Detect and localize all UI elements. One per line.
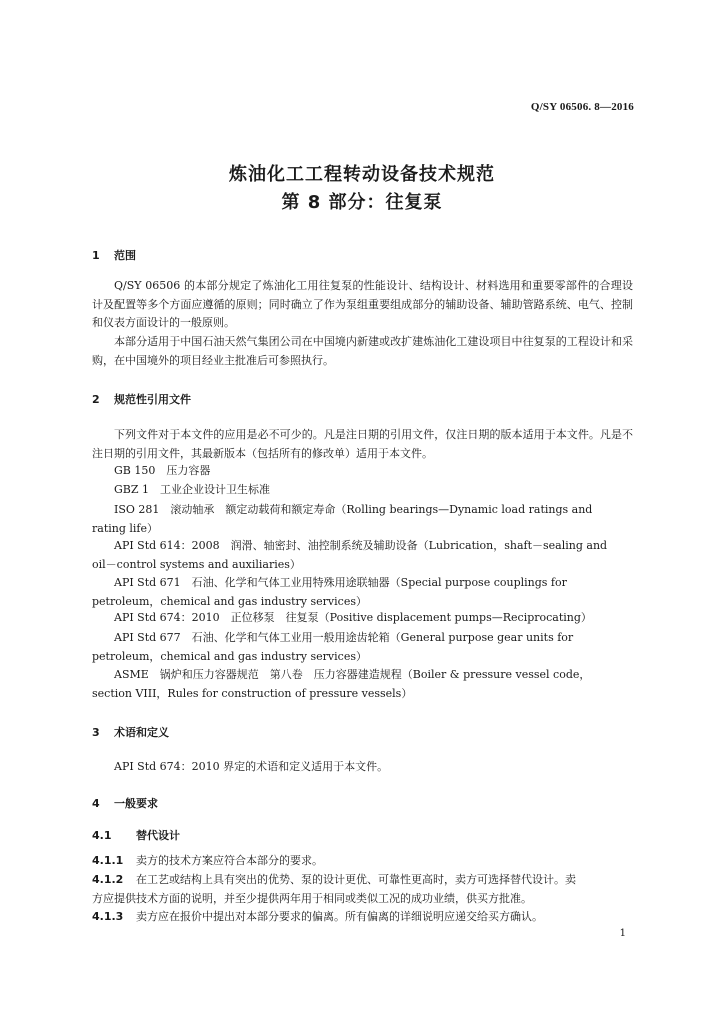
clause-text-continued: 方应提供技术方面的说明，并至少提供两年用于相同或类似工况的成功业绩，供买方批准。 xyxy=(92,891,532,905)
section-title: 一般要求 xyxy=(114,797,158,810)
clause-text: 卖方应在报价中提出对本部分要求的偏离。所有偏离的详细说明应递交给买方确认。 xyxy=(136,910,543,923)
clause-4-1-2 xyxy=(92,871,633,908)
section-title: 术语和定义 xyxy=(114,726,169,739)
reference-item: GB 150 压力容器 xyxy=(114,464,211,477)
reference-item xyxy=(92,665,633,703)
reference-line-continued: rating life） xyxy=(92,522,158,535)
subsection-title: 替代设计 xyxy=(136,829,180,842)
clause-4-1-1 xyxy=(92,852,633,871)
clause-number: 4.1.2 xyxy=(92,873,124,886)
reference-line-continued: section VIII，Rules for construction of pressure vessels） xyxy=(92,687,413,700)
subsection-number: 4.1 xyxy=(92,829,112,842)
subsection-4-1-heading xyxy=(92,827,180,843)
reference-line: API Std 671 石油、化学和气体工业用特殊用途联轴器（Special purpose couplings for xyxy=(114,576,567,589)
scope-paragraph-2: 本部分适用于中国石油天然气集团公司在中国境内新建或改扩建炼油化工建设项目中往复泵的工程设计和采购，在中国境外的项目经业主批准后可参照执行。 xyxy=(92,335,633,367)
reference-item: GBZ 1 工业企业设计卫生标准 xyxy=(114,483,271,496)
standard-number: Q/SY 06506. 8—2016 xyxy=(530,101,634,113)
reference-line-continued: oil－control systems and auxiliaries） xyxy=(92,558,301,571)
reference-line: API Std 677 石油、化学和气体工业用一般用途齿轮箱（General purpose gear units for xyxy=(114,631,574,644)
section-number: 3 xyxy=(92,726,100,739)
clause-4-1-3 xyxy=(92,908,633,927)
clause-text: 卖方的技术方案应符合本部分的要求。 xyxy=(136,854,323,867)
reference-item xyxy=(92,573,633,611)
section-number: 1 xyxy=(92,249,100,262)
normative-intro: 下列文件对于本文件的应用是必不可少的。凡是注日期的引用文件，仅注日期的版本适用于本文件。凡是不注日期的引用文件，其最新版本（包括所有的修改单）适用于本文件。 xyxy=(92,428,633,460)
section-title: 规范性引用文件 xyxy=(114,393,191,406)
section-4-heading xyxy=(92,795,158,811)
document-title: 炼油化工工程转动设备技术规范 xyxy=(229,164,495,185)
section-3-heading xyxy=(92,724,169,740)
reference-item xyxy=(92,500,633,538)
clause-text: 在工艺或结构上具有突出的优势、泵的设计更优、可靠性更高时，卖方可选择替代设计。卖 xyxy=(136,873,576,886)
section-title: 范围 xyxy=(114,249,136,262)
section-1-heading xyxy=(92,247,136,263)
reference-item: API Std 674：2010 正位移泵 往复泵（Positive displacement pumps—Reciprocating） xyxy=(114,611,592,624)
document-subtitle: 第 8 部分：往复泵 xyxy=(281,192,443,213)
section-2-heading xyxy=(92,391,191,407)
reference-line: API Std 614：2008 润滑、轴密封、油控制系统及辅助设备（Lubrication，shaft－sealing and xyxy=(114,539,608,552)
scope-paragraph-1: Q/SY 06506 的本部分规定了炼油化工用往复泵的性能设计、结构设计、材料选用和重要零部件的合理设计及配置等多个方面应遵循的原则；同时确立了作为泵组重要组成部分的辅助设备、辅助管路系统、电气、控制和仪表方面设计的一般原则。 xyxy=(92,279,633,329)
clause-number: 4.1.3 xyxy=(92,910,124,923)
section-number: 4 xyxy=(92,797,100,810)
reference-line: ISO 281 滚动轴承 额定动载荷和额定寿命（Rolling bearings—Dynamic load ratings and xyxy=(114,503,593,516)
reference-line: ASME 锅炉和压力容器规范 第八卷 压力容器建造规程（Boiler & pressure vessel code， xyxy=(114,668,591,681)
terms-paragraph: API Std 674：2010 界定的术语和定义适用于本文件。 xyxy=(114,760,389,773)
reference-item xyxy=(92,536,633,574)
page-number: 1 xyxy=(619,928,626,939)
reference-line-continued: petroleum，chemical and gas industry services） xyxy=(92,595,367,608)
reference-item xyxy=(92,628,633,666)
clause-number: 4.1.1 xyxy=(92,854,124,867)
reference-line-continued: petroleum，chemical and gas industry services） xyxy=(92,650,367,663)
section-number: 2 xyxy=(92,393,100,406)
